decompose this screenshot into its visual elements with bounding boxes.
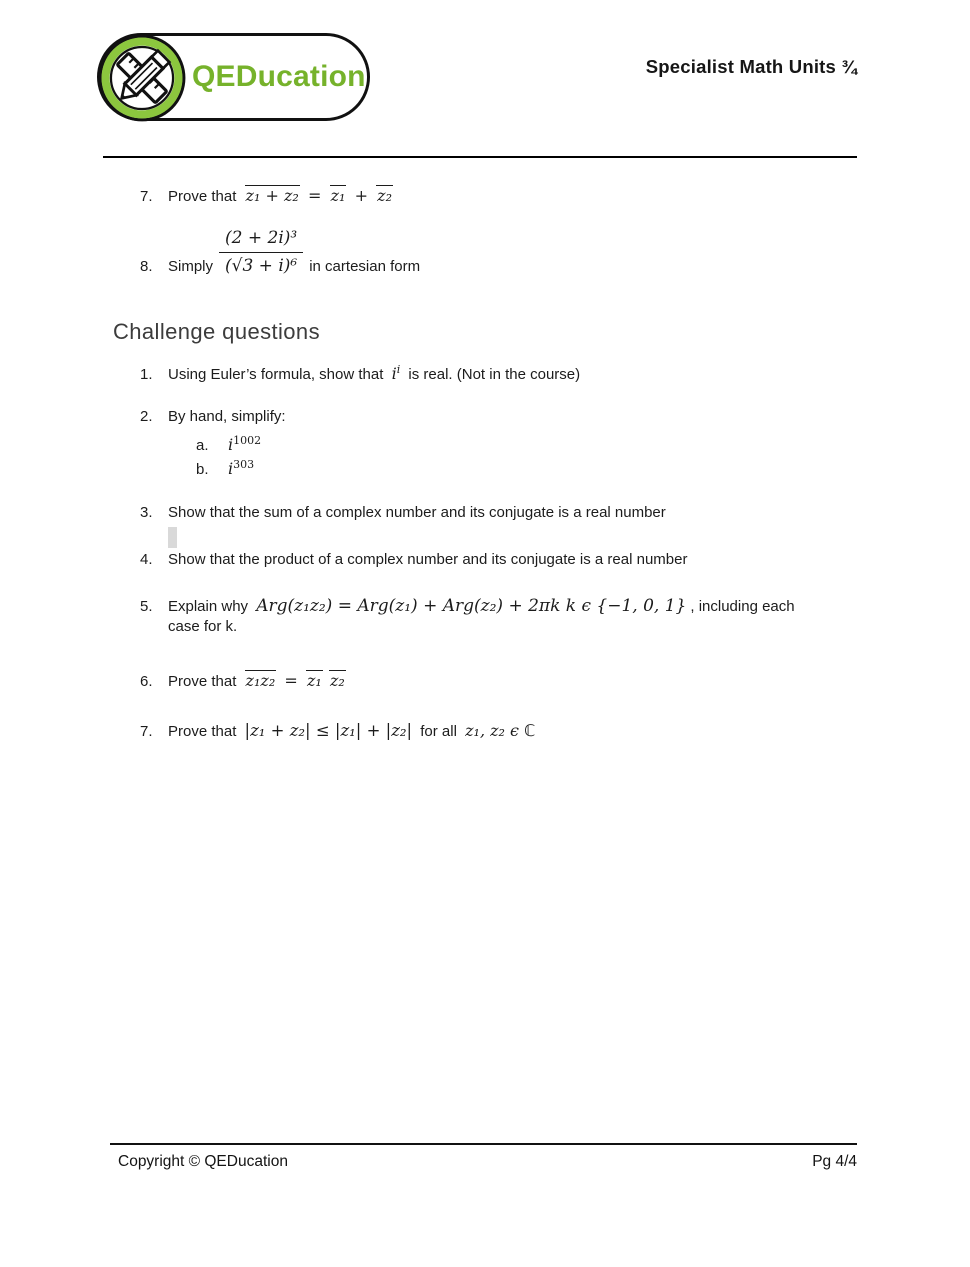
logo-wordmark: QEDucation: [192, 60, 366, 93]
header-divider: [103, 156, 857, 158]
question-body: [168, 670, 346, 692]
challenge-questions-heading: Challenge questions: [113, 319, 320, 344]
pencil-ruler-icon: [97, 33, 187, 123]
sub-item-label: b.: [196, 461, 209, 478]
math-equals: =: [284, 671, 298, 690]
question-number: 5.: [140, 598, 153, 615]
question-body: [168, 360, 580, 385]
question-number: 7.: [140, 188, 153, 205]
math-conjugate-z1: z₁: [306, 671, 322, 690]
challenge-question-2b: [196, 455, 254, 480]
challenge-question-5: [140, 596, 858, 637]
copyright-text: Copyright © QEDucation: [118, 1153, 288, 1170]
question-8: [140, 228, 420, 278]
challenge-question-3: [140, 503, 666, 523]
question-number: 8.: [140, 257, 153, 275]
question-text: Prove that: [168, 188, 237, 205]
question-text: Using Euler’s formula, show that: [168, 366, 384, 383]
question-7: [140, 185, 397, 207]
question-text: Prove that: [168, 673, 237, 690]
course-title: Specialist Math Units ¾: [645, 56, 857, 77]
question-text: Show that the sum of a complex number and its conjugate is a real number: [168, 504, 666, 521]
math-fraction: [219, 228, 303, 278]
qeducation-logo: [97, 33, 370, 121]
question-text-suffix: is real. (Not in the course): [408, 366, 581, 383]
question-text: Explain why: [168, 598, 249, 615]
math-arg-identity: Arg(z₁z₂) = Arg(z₁) + Arg(z₂) + 2πk k ϵ {−1, 0, 1}: [256, 596, 687, 616]
challenge-question-2a: [196, 431, 261, 456]
fraction-numerator: (2 + 2i)³: [219, 228, 303, 253]
math-i-303: $i^{303}$: [228, 458, 255, 478]
question-text: Prove that: [168, 723, 237, 740]
question-number: 1.: [140, 366, 153, 383]
math-complex-domain: z₁, z₂ ϵ ℂ: [465, 721, 536, 740]
sub-item-label: a.: [196, 437, 209, 454]
challenge-question-6: [140, 670, 346, 692]
math-plus: +: [354, 186, 368, 205]
question-text: Simply: [168, 257, 214, 275]
math-i-1002: $i^{1002}$: [228, 434, 262, 454]
fraction-denominator: (√3 + i)⁶: [225, 256, 298, 277]
math-i-to-the-i: $i^i$: [391, 363, 401, 383]
math-triangle-inequality: |z₁ + z₂| ≤ |z₁| + |z₂|: [244, 721, 413, 740]
challenge-question-4: [140, 550, 687, 570]
question-number: 6.: [140, 673, 153, 690]
question-text-middle: for all: [420, 723, 457, 740]
math-conjugate-z2: z₂: [330, 671, 345, 690]
math-conjugate-z2: z₂: [377, 186, 392, 205]
question-text-suffix: in cartesian form: [309, 257, 421, 275]
page-number: Pg 4/4: [812, 1153, 857, 1170]
question-text: Show that the product of a complex number and its conjugate is a real number: [168, 551, 688, 568]
question-number: 7.: [140, 723, 153, 740]
math-conjugate-sum: z₁ + z₂: [245, 186, 299, 205]
question-text-line2: case for k.: [168, 618, 238, 635]
footer-row: [118, 1153, 857, 1171]
math-conjugate-z1: z₁: [330, 186, 346, 205]
math-equals: =: [307, 186, 322, 205]
challenge-question-7: [140, 721, 539, 742]
question-number: 2.: [140, 408, 153, 425]
question-body: [168, 596, 858, 637]
question-text-continued: , including each: [690, 598, 795, 615]
math-conjugate-product: z₁z₂: [245, 671, 276, 690]
question-body: [168, 185, 397, 207]
question-text: By hand, simplify:: [168, 408, 286, 425]
question-body: [168, 721, 539, 742]
question-number: 3.: [140, 504, 153, 521]
text-cursor-highlight: [168, 527, 177, 548]
challenge-question-1: [140, 360, 580, 385]
question-number: 4.: [140, 551, 153, 568]
challenge-question-2: [140, 407, 286, 427]
footer-divider: [110, 1143, 857, 1145]
